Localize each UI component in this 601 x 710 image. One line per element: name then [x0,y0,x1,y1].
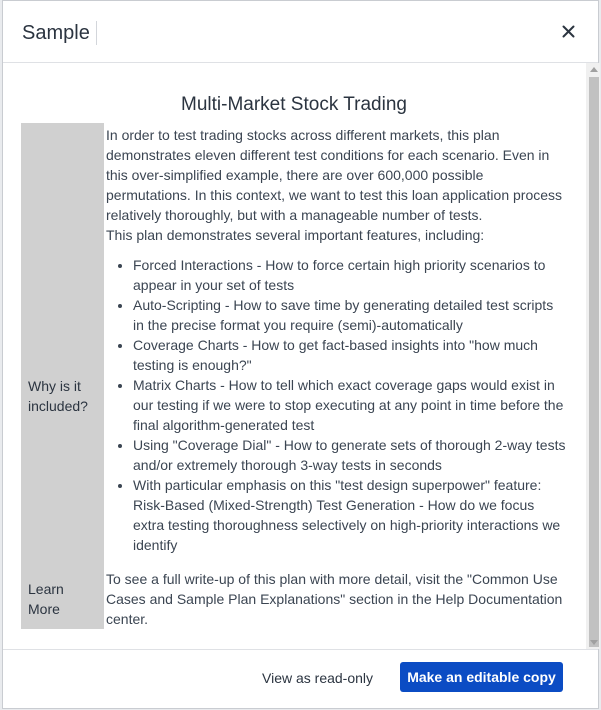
list-item: • With particular emphasis on this "test design superpower" feature: Risk-Based (Mixed-Strength) Test Generation - How do we focus extra testing thoroughness selectively on high-priority interactions we identify [133,475,566,555]
why-included-label: Why is it included? [28,378,88,414]
modal-body [3,63,585,649]
intro-text: In order to test trading stocks across different markets, this plan demonstrates eleven different test conditions for each scenario. Even in this over-simplified example, there are over 600,000 possible permutations. In this context, we want to test this loan application process relatively thoroughly, but with a manageable number of tests. [106,127,563,223]
plan-description [106,125,566,627]
list-item: • Using "Coverage Dial" - How to generate sets of thorough 2-way tests and/or extremely thorough 3-way tests in seconds [133,435,566,475]
list-item: • Forced Interactions - How to force certain high priority scenarios to appear in your set of tests [133,255,566,295]
modal-header [3,1,598,63]
sample-modal [2,0,599,709]
modal-title: Sample [22,21,97,45]
list-item: • Matrix Charts - How to tell which exact coverage gaps would exist in our testing if we were to stop executing at any point in time before the final algorithm-generated test [133,375,566,435]
list-item: • Coverage Charts - How to get fact-based insights into "how much testing is enough?" [133,335,566,375]
features-list [106,255,566,555]
make-editable-copy-button[interactable]: Make an editable copy [400,662,563,692]
close-button[interactable] [556,19,580,43]
scrollbar[interactable] [586,63,600,649]
plan-title: Multi-Market Stock Trading [181,94,407,115]
close-icon [562,25,575,38]
features-lead: This plan demonstrates several important features, including: [106,227,485,243]
scroll-up-icon[interactable] [590,67,598,72]
learn-more-label: Learn More [28,581,64,617]
modal-footer [3,649,598,710]
list-item: • Auto-Scripting - How to save time by generating detailed test scripts in the precise format you require (semi)-automatically [133,295,566,335]
scrollbar-thumb[interactable] [589,77,599,647]
view-read-only-button[interactable]: View as read-only [262,670,374,686]
learn-more-text: To see a full write-up of this plan with more detail, visit the "Common Use Cases and Sample Plan Explanations" section in the Help Documentation center. [106,571,563,627]
scroll-down-icon[interactable] [590,640,598,645]
